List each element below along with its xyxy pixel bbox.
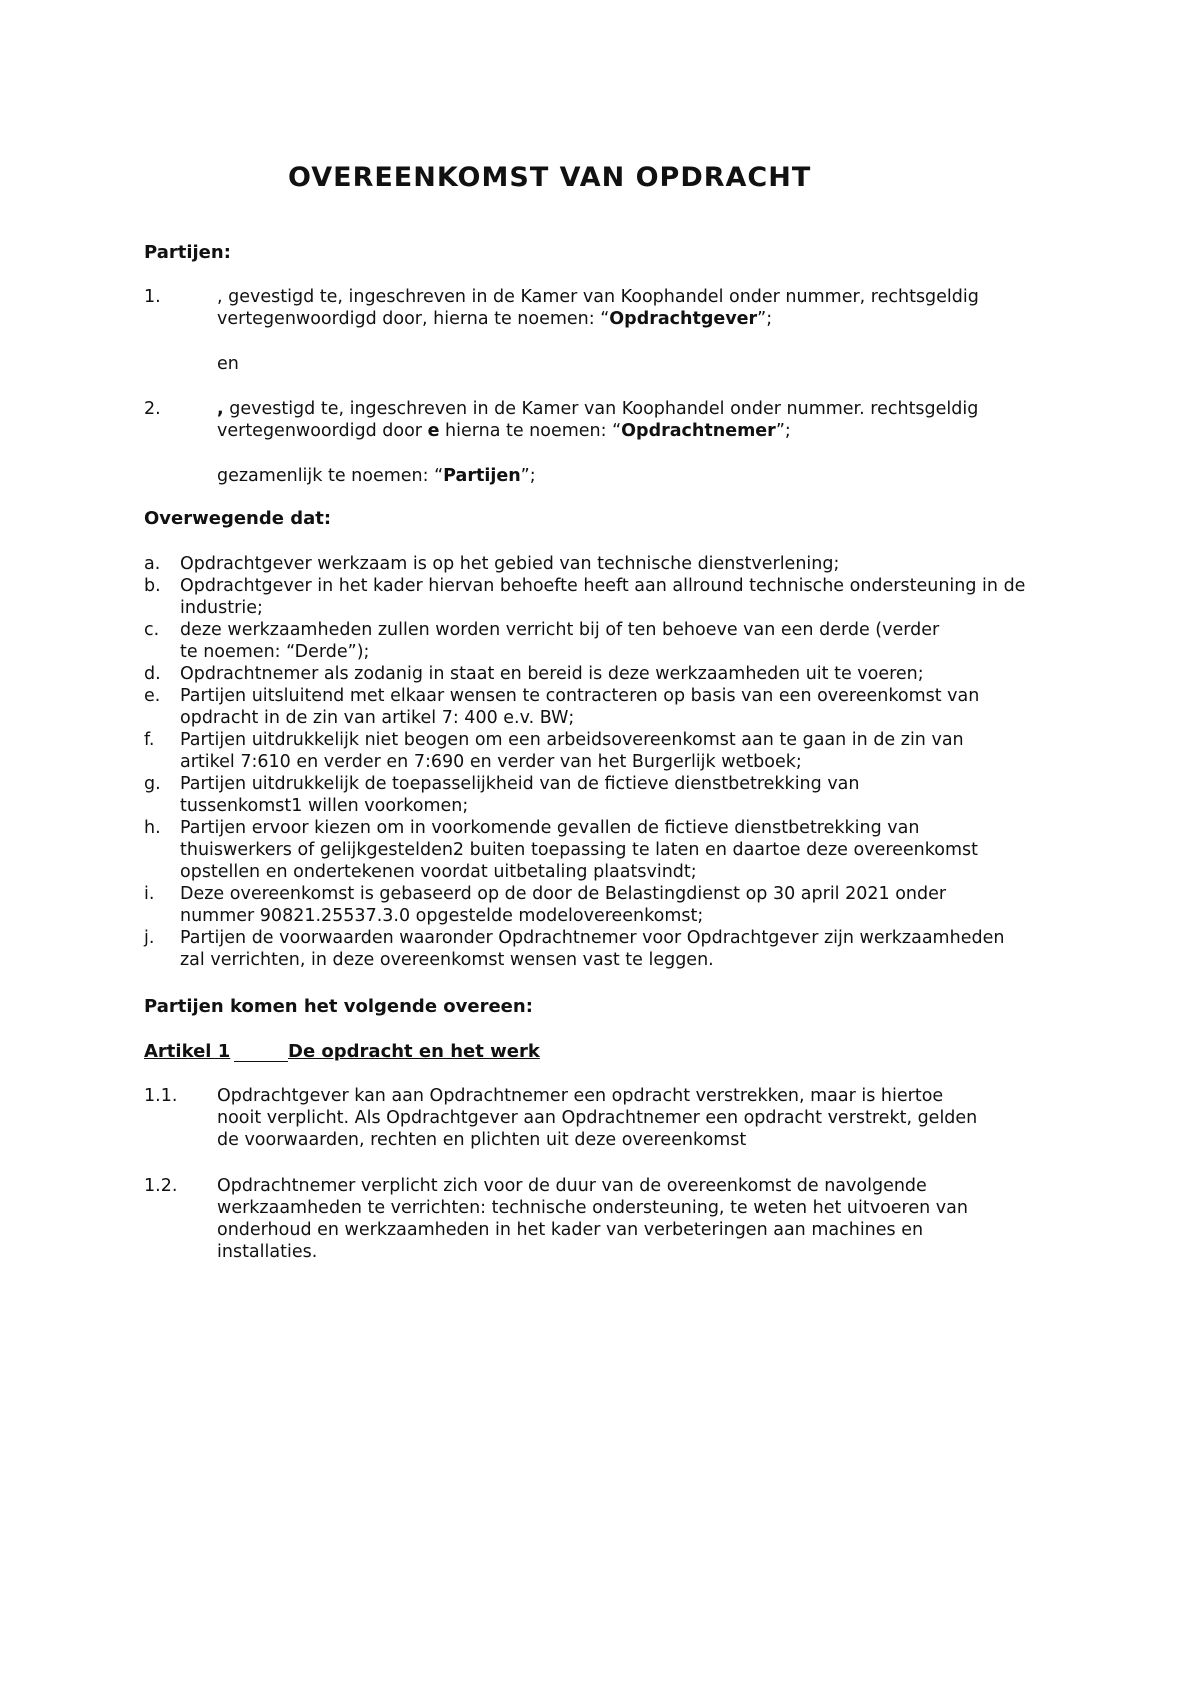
consideration-letter: j.	[144, 928, 155, 948]
consideration-line: Deze overeenkomst is gebaseerd op de door de Belastingdienst op 30 april 2021 onder	[180, 884, 947, 904]
document-title: OVEREENKOMST VAN OPDRACHT	[288, 162, 812, 193]
party-2-comma: ,	[217, 399, 224, 419]
consideration-line: opdracht in de zin van artikel 7: 400 e.v. BW;	[180, 708, 575, 728]
consideration-letter: b.	[144, 576, 161, 596]
consideration-line: Opdrachtgever in het kader hiervan behoefte heeft aan allround technische ondersteuning in de	[180, 576, 1026, 596]
party-2-number: 2.	[144, 399, 161, 419]
consideration-line: te noemen: “Derde”);	[180, 642, 370, 662]
party-2-line-2	[217, 420, 791, 442]
article-1-title: De opdracht en het werk	[288, 1041, 540, 1062]
party-2-bold-e: e	[427, 421, 440, 441]
consideration-letter: d.	[144, 664, 161, 684]
opdrachtnemer-term: Opdrachtnemer	[621, 421, 776, 441]
consideration-letter: f.	[144, 730, 155, 750]
party-2-line-1-text: gevestigd te, ingeschreven in de Kamer van Koophandel onder nummer. rechtsgeldig	[223, 399, 979, 419]
consideration-line: Partijen uitsluitend met elkaar wensen te contracteren op basis van een overeenkomst van	[180, 686, 980, 706]
clause-line: nooit verplicht. Als Opdrachtgever aan Opdrachtnemer een opdracht verstrekt, gelden	[217, 1108, 978, 1128]
party-1-line-2	[217, 308, 772, 330]
consideration-letter: h.	[144, 818, 161, 838]
clause-line: werkzaamheden te verrichten: technische ondersteuning, te weten het uitvoeren van	[217, 1198, 968, 1218]
party-2-line-2-end: ”;	[775, 421, 791, 441]
article-heading-underline-gap	[234, 1061, 288, 1062]
party-1-line-1: , gevestigd te, ingeschreven in de Kamer van Koophandel onder nummer, rechtsgeldig	[217, 287, 979, 307]
consideration-line: Opdrachtgever werkzaam is op het gebied van technische dienstverlening;	[180, 554, 840, 574]
consideration-line: artikel 7:610 en verder en 7:690 en verder van het Burgerlijk wetboek;	[180, 752, 802, 772]
consideration-letter: c.	[144, 620, 160, 640]
consideration-line: Opdrachtnemer als zodanig in staat en bereid is deze werkzaamheden uit te voeren;	[180, 664, 924, 684]
consideration-letter: a.	[144, 554, 161, 574]
clause-line: Opdrachtgever kan aan Opdrachtnemer een opdracht verstrekken, maar is hiertoe	[217, 1086, 944, 1106]
party-2-line-1	[217, 398, 978, 420]
consideration-line: Partijen uitdrukkelijk de toepasselijkheid van de fictieve dienstbetrekking van	[180, 774, 860, 794]
party-2-line-2-text: vertegenwoordigd door	[217, 421, 428, 441]
consideration-letter: i.	[144, 884, 155, 904]
consideration-line: deze werkzaamheden zullen worden verricht bij of ten behoeve van een derde (verder	[180, 620, 940, 640]
consideration-line: tussenkomst1 willen voorkomen;	[180, 796, 469, 816]
consideration-line: zal verrichten, in deze overeenkomst wensen vast te leggen.	[180, 950, 714, 970]
consideration-letter: g.	[144, 774, 161, 794]
together-end: ”;	[520, 466, 536, 486]
party-2-line-2-mid: hierna te noemen: “	[439, 421, 622, 441]
together-text: gezamenlijk te noemen: “	[217, 466, 444, 486]
consideration-line: opstellen en ondertekenen voordat uitbetaling plaatsvindt;	[180, 862, 697, 882]
consideration-letter: e.	[144, 686, 161, 706]
consideration-line: Partijen uitdrukkelijk niet beogen om een arbeidsovereenkomst aan te gaan in de zin van	[180, 730, 964, 750]
clause-line: installaties.	[217, 1242, 318, 1262]
considering-heading: Overwegende dat:	[144, 508, 332, 529]
consideration-line: thuiswerkers of gelijkgestelden2 buiten toepassing te laten en daartoe deze overeenkomst	[180, 840, 979, 860]
consideration-line: nummer 90821.25537.3.0 opgestelde modelovereenkomst;	[180, 906, 704, 926]
opdrachtgever-term: Opdrachtgever	[609, 309, 758, 329]
consideration-line: Partijen de voorwaarden waaronder Opdrachtnemer voor Opdrachtgever zijn werkzaamheden	[180, 928, 1005, 948]
partijen-term: Partijen	[443, 466, 521, 486]
party-1-number: 1.	[144, 287, 161, 307]
agreement-heading: Partijen komen het volgende overeen:	[144, 996, 533, 1017]
consideration-line: Partijen ervoor kiezen om in voorkomende gevallen de fictieve dienstbetrekking van	[180, 818, 920, 838]
clause-number: 1.2.	[144, 1176, 178, 1196]
consideration-line: industrie;	[180, 598, 263, 618]
clause-number: 1.1.	[144, 1086, 178, 1106]
parties-heading: Partijen:	[144, 242, 231, 263]
party-1-line-2-text: vertegenwoordigd door, hierna te noemen: “	[217, 309, 610, 329]
clause-line: de voorwaarden, rechten en plichten uit deze overeenkomst	[217, 1130, 747, 1150]
clause-line: onderhoud en werkzaamheden in het kader van verbeteringen aan machines en	[217, 1220, 924, 1240]
party-1-line-2-end: ”;	[757, 309, 773, 329]
article-1-label: Artikel 1	[144, 1041, 231, 1062]
together-line	[217, 465, 536, 487]
clause-line: Opdrachtnemer verplicht zich voor de duur van de overeenkomst de navolgende	[217, 1176, 927, 1196]
and-connector: en	[217, 354, 239, 374]
